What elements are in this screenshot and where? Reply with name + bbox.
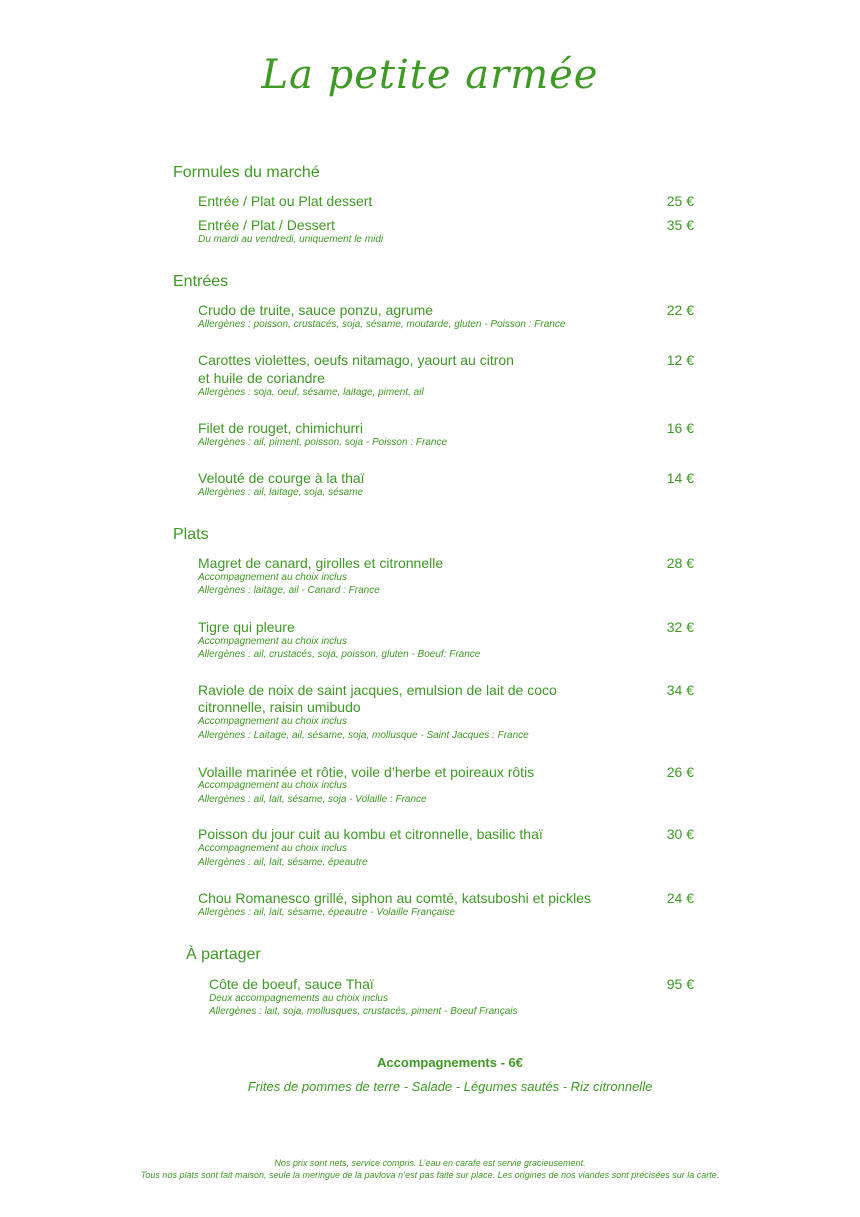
item-name: Magret de canard, girolles et citronnelle (198, 555, 444, 571)
item-name: Crudo de truite, sauce ponzu, agrume (198, 302, 434, 318)
item-allergens: Allergènes : ail, laitage, soja, sésame (198, 487, 364, 498)
restaurant-title: La petite armée (261, 52, 599, 98)
item-name: Velouté de courge à la thaï (198, 470, 365, 486)
item-note: Accompagnement au choix inclus (198, 572, 347, 583)
footer-line-2: Tous nos plats sont fait maison, seule la meringue de la pavlova n’est pas faite sur place. Les origines de nos viandes sont précisées sur la carte. (140, 1170, 720, 1180)
item-price: 95 € (666, 976, 694, 992)
item-price: 12 € (666, 352, 694, 368)
item-name: Filet de rouget, chimichurri (198, 420, 363, 436)
section-title-formules: Formules du marché (173, 164, 320, 181)
item-note: Accompagnement au choix inclus (198, 843, 347, 854)
section-title-plats: Plats (173, 526, 209, 543)
item-name: Carottes violettes, oeufs nitamago, yaourt au citron (198, 352, 514, 368)
item-name: Raviole de noix de saint jacques, emulsion de lait de coco (198, 682, 557, 698)
item-note: Accompagnement au choix inclus (198, 636, 347, 647)
item-name: Volaille marinée et rôtie, voile d’herbe et poireaux rôtis (198, 764, 535, 780)
item-allergens: Allergènes : ail, lait, sésame, épeautre (198, 857, 368, 868)
item-note: Deux accompagnements au choix inclus (209, 993, 388, 1004)
item-price: 35 € (666, 217, 694, 233)
item-price: 28 € (666, 555, 694, 571)
section-title-entrees: Entrées (173, 273, 229, 290)
item-allergens: Allergènes : lait, soja, mollusques, crustacés, piment - Boeuf Français (209, 1006, 518, 1017)
item-name: Tigre qui pleure (198, 619, 295, 635)
item-allergens: Allergènes : laitage, ail - Canard : France (198, 585, 380, 596)
item-allergens: Allergènes : ail, crustacés, soja, poisson, gluten - Boeuf: France (198, 649, 481, 660)
item-allergens: Allergènes : soja, oeuf, sésame, laitage, piment, ail (198, 387, 424, 398)
item-name: Entrée / Plat ou Plat dessert (198, 193, 373, 209)
item-name: Poisson du jour cuit au kombu et citronnelle, basilic thaï (198, 826, 543, 842)
item-allergens: Allergènes : ail, lait, sésame, soja - Volaille : France (198, 794, 427, 805)
item-name: Chou Romanesco grillé, siphon au comté, katsuboshi et pickles (198, 890, 591, 906)
item-price: 16 € (666, 420, 694, 436)
item-price: 14 € (666, 470, 694, 486)
item-price: 22 € (666, 302, 694, 318)
item-price: 24 € (666, 890, 694, 906)
item-allergens: Allergènes : ail, piment, poisson, soja - Poisson : France (198, 437, 448, 448)
accompagnements-title: Accompagnements - 6€ (377, 1055, 523, 1070)
item-price: 32 € (666, 619, 694, 635)
item-price: 25 € (666, 193, 694, 209)
item-allergens: Allergènes : ail, lait, sésame, épeautre - Volaille Française (198, 907, 455, 918)
item-price: 26 € (666, 764, 694, 780)
section-title-partager: À partager (186, 946, 261, 963)
footer-line-1: Nos prix sont nets, service compris. L’eau en carafe est servie gracieusement. (274, 1158, 586, 1168)
item-price: 34 € (666, 682, 694, 698)
item-note: Accompagnement au choix inclus (198, 780, 347, 791)
item-allergens: Allergènes : Laitage, ail, sésame, soja, mollusque - Saint Jacques : France (198, 730, 529, 741)
item-name: Côte de boeuf, sauce Thaï (209, 976, 374, 992)
item-note: Du mardi au vendredi, uniquement le midi (198, 234, 384, 245)
item-name-continued: citronnelle, raisin umibudo (198, 699, 361, 715)
item-name: Entrée / Plat / Dessert (198, 217, 335, 233)
accompagnements-list: Frites de pommes de terre - Salade - Légumes sautés - Riz citronnelle (247, 1079, 653, 1094)
item-name-continued: et huile de coriandre (198, 370, 325, 386)
item-allergens: Allergènes : poisson, crustacés, soja, sésame, moutarde, gluten - Poisson : France (198, 319, 566, 330)
item-note: Accompagnement au choix inclus (198, 716, 347, 727)
item-price: 30 € (666, 826, 694, 842)
